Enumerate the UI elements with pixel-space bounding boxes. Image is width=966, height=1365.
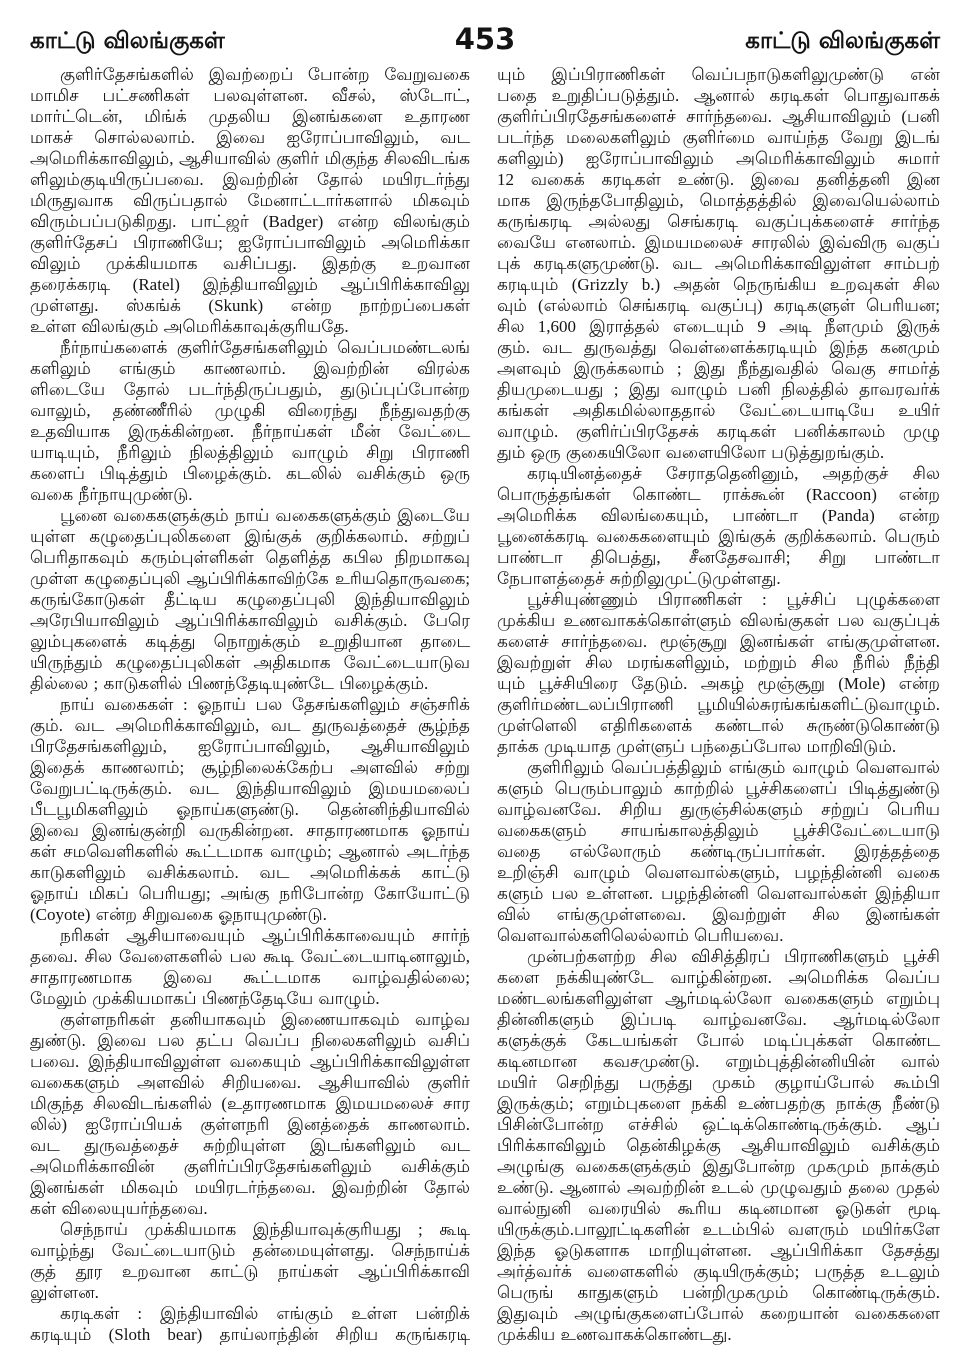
text-line: யும் பூச்சியிரை தேடும். அகழ் மூஞ்சூறு (Mole) என்ற [497, 674, 940, 693]
text-line: களைச் சார்ந்தவை. மூஞ்சூறு இனங்கள் எங்குமுள்ளன. [497, 632, 940, 651]
paragraph [497, 589, 940, 757]
text-line: செந்நாய் முக்கியமாக இந்தியாவுக்குரியது ; கூடி [60, 1220, 470, 1239]
text-line: இனங்கள் மிகவும் மயிரடர்ந்தவை. இவற்றின் தோல் [30, 1178, 470, 1197]
text-line: முன்பற்களற்ற சில விசித்திரப் பிராணிகளும் பூச்சி [527, 947, 940, 966]
text-line: மார்ட்டென், மிங்க் முதலிய இனங்களை உதாரண [30, 107, 470, 126]
text-line: யும் இப்பிராணிகள் வெப்பநாடுகளிலுமுண்டு என் [497, 65, 940, 84]
text-line: விரும்பப்படுகிறது. பாட்ஜர் (Badger) என்ற விலங்கும் [30, 212, 470, 231]
text-line: மாகச் சொல்லலாம். இவை ஐரோப்பாவிலும், வட [30, 128, 470, 147]
text-line: உறிஞ்சி வாழும் வௌவால்களும், பழந்தின்னி வகை [497, 863, 940, 882]
text-line: லுள்ளன. [30, 1283, 99, 1302]
text-line: குளிர்மண்டலப்பிராணி பூமியில்சுரங்கங்களிட்டுவாழும். [497, 695, 940, 714]
text-line: பிரிக்காவிலும் தென்கிழக்கு ஆசியாவிலும் வசிக்கும் [497, 1136, 940, 1155]
text-line: குளிர்தேசங்களில் இவற்றைப் போன்ற வேறுவகை [60, 65, 470, 84]
text-line: யிருந்தும் கழுதைப்புலிகள் அதிகமாக வேட்டையாடுவ [30, 653, 470, 672]
text-line: மண்டலங்களிலுள்ள ஆர்மடில்லோ வகைகளும் எறும்பு [497, 989, 940, 1008]
text-column-right [497, 64, 940, 1349]
text-line: இவை இனங்குன்றி வருகின்றன. சாதாரணமாக ஓநாய் [30, 821, 470, 840]
text-line: புக் கரடிகளுமுண்டு. வட அமெரிக்காவிலுள்ள சாம்பற் [497, 254, 940, 273]
text-line: முள்ளது. ஸ்கங்க் (Skunk) என்ற நாற்றப்பைகள் [30, 296, 470, 315]
text-line: அமெரிக்க விலங்கையும், பாண்டா (Panda) என்ற [497, 506, 940, 525]
text-line: முள்ள கழுதைப்புலி ஆப்பிரிக்காவிற்கே உரியதொருவகை; [30, 569, 470, 588]
text-line: கரடியினத்தைச் சேராததெனினும், அதற்குச் சில [527, 464, 940, 483]
text-line: அரேபியாவிலும் ஆப்பிரிக்காவிலும் வசிக்கும். பேரெ [30, 611, 470, 630]
paragraph [30, 925, 470, 1009]
text-line: நாய் வகைகள் : ஓநாய் பல தேசங்களிலும் சஞ்சரிக் [60, 695, 470, 714]
text-line: பதை உறுதிப்படுத்தும். ஆனால் கரடிகள் பொதுவாகக் [497, 86, 940, 105]
paragraph [497, 64, 940, 463]
text-line: (Coyote) என்ற சிறுவகை ஓநாயுமுண்டு. [30, 905, 327, 924]
text-line: வில் எங்குமுள்ளவை. இவற்றுள் சில இனங்கள் [497, 905, 940, 924]
paragraph [30, 337, 470, 505]
text-line: தாக்க முடியாத முள்ளுப் பந்தைப்போல மாறிவிடும். [497, 737, 897, 756]
paragraph [497, 463, 940, 589]
text-line: களும் பெரும்பாலும் காற்றில் பூச்சிகளைப் பிடித்துண்டு [497, 779, 940, 798]
text-column-left [30, 64, 470, 1349]
text-line: அமெரிக்காவிலும், ஆசியாவில் குளிர் மிகுந்த சிலவிடங்க [30, 149, 470, 168]
text-line: 12 வகைக் கரடிகள் உண்டு. இவை தனித்தனி இன [497, 170, 940, 189]
text-line: வையே எனலாம். இமயமலைச் சாரலில் இவ்விரு வகுப் [497, 233, 940, 252]
text-line: பூனைக்கரடி வகைகளையும் இங்குக் குறிக்கலாம். பெரும் [497, 527, 940, 546]
page-header [30, 22, 940, 62]
text-line: விலும் முக்கியமாக வசிப்பது. இதற்கு உறவான [30, 254, 470, 273]
text-line: அளவும் இருக்கலாம் ; இது நீந்துவதில் வெகு சாமர்த் [497, 359, 940, 378]
text-line: கரடியும் (Sloth bear) தாய்லாந்தின் சிறிய கருங்கரடி [30, 1325, 470, 1344]
text-line: மாமிச பட்சணிகள் பலவுள்ளன. வீசல், ஸ்டோட், [30, 86, 470, 105]
text-line: வாழ்ந்து வேட்டையாடும் தன்மையுள்ளது. செந்நாய்க் [30, 1241, 470, 1260]
running-title-right: காட்டு விலங்குகள் [745, 28, 940, 54]
text-line: தும் ஒரு குகையிலோ வளையிலோ படுத்துறங்கும். [497, 443, 885, 462]
text-line: கள் சமவெளிகளில் கூட்டமாக வாழும்; ஆனால் அடர்ந்த [30, 842, 470, 861]
text-line: மேலும் முக்கியமாகப் பிணந்தேடியே வாழும். [30, 989, 380, 1008]
text-line: களிலும்) ஐரோப்பாவிலும் அமெரிக்காவிலும் சுமார் [497, 149, 940, 168]
running-title-left: காட்டு விலங்குகள் [30, 28, 225, 54]
text-line: உண்டு. ஆனால் அவற்றின் உடல் முழுவதும் தலை முதல் [497, 1178, 940, 1197]
text-line: கும். வட துருவத்து வெள்ளைக்கரடியும் இந்த கனமும் [497, 338, 940, 357]
text-line: வௌவால்களிலெல்லாம் பெரியவை. [497, 926, 784, 945]
text-line: லில்) ஐரோப்பியக் குள்ளநரி இனத்தைக் காணலாம். [30, 1115, 470, 1134]
text-line: கருங்கோடுகள் தீட்டிய கழுதைப்புலி இந்தியாவிலும் [30, 590, 470, 609]
text-line: கரடிகள் : இந்தியாவில் எங்கும் உள்ள பன்றிக் [60, 1304, 470, 1323]
text-line: பிரதேசங்களிலும், ஐரோப்பாவிலும், ஆசியாவிலும் [30, 737, 470, 756]
text-line: பெருங் காதுகளும் பன்றிமுகமும் கொண்டிருக்கும். [497, 1283, 940, 1302]
text-line: முள்ளெலி எதிரிகளைக் கண்டால் சுருண்டுகொண்டு [497, 716, 940, 735]
text-line: வால்நுனி வரையில் கூரிய கடினமான ஓடுகள் மூடி [497, 1199, 940, 1218]
text-line: களைப் பிடித்தும் பிழைக்கும். கடலில் வசிக்கும் ஒரு [30, 464, 470, 483]
text-line: வாழ்வனவே. சிறிய துருஞ்சில்களும் சற்றுப் பெரிய [497, 800, 940, 819]
text-line: பாண்டா திபெத்து, சீனதேசவாசி; சிறு பாண்டா [497, 548, 940, 567]
text-line: இதைக் காணலாம்; சூழ்நிலைக்கேற்ப அளவில் சற்று [30, 758, 470, 777]
paragraph [30, 505, 470, 694]
text-line: ளிடையே தோல் படர்ந்திருப்பதும், துடுப்புப்போன்ற [30, 380, 470, 399]
text-line: குளிர்தேசப் பிராணியே; ஐரோப்பாவிலும் அமெரிக்கா [30, 233, 470, 252]
text-line: மயிர் செறிந்து பருத்து முகம் குழாய்போல் கூம்பி [497, 1073, 940, 1092]
text-line: வகைகளும் சாயங்காலத்திலும் பூச்சிவேட்டையாடு [497, 821, 940, 840]
text-line: முக்கிய உணவாகக்கொள்ளும் விலங்குகள் பல வகுப்புக் [497, 611, 940, 630]
text-line: மிருதுவாக விருப்பதால் மேனாட்டார்களால் மிகவும் [30, 191, 470, 210]
text-line: தவை. சில வேளைகளில் பல கூடி வேட்டையாடினாலும், [30, 947, 470, 966]
text-line: வகை நீர்நாயுமுண்டு. [30, 485, 193, 504]
paragraph [30, 1303, 470, 1345]
text-line: களிலும் எங்கும் காணலாம். இவற்றின் விரல்க [30, 359, 470, 378]
text-line: நரிகள் ஆசியாவையும் ஆப்பிரிக்காவையும் சார்ந் [60, 926, 470, 945]
text-line: கரடியும் (Grizzly b.) அதன் நெருங்கிய உறவுகள் சில [497, 275, 940, 294]
text-line: அர்த்வர்க் வளைகளில் குடியிருக்கும்; பருத்த உடலும் [497, 1262, 940, 1281]
text-line: தரைக்கரடி (Ratel) இந்தியாவிலும் ஆப்பிரிக்காவிலு [30, 275, 470, 294]
text-line: இருக்கும்; எறும்புகளை நக்கி உண்பதற்கு நாக்கு நீண்டு [497, 1094, 940, 1113]
text-line: பீடபூமிகளிலும் ஓநாய்களுண்டு. தென்னிந்தியாவில் [30, 800, 470, 819]
text-line: களும் பல உள்ளன. பழந்தின்னி வௌவால்கள் இந்தியா [497, 884, 940, 903]
text-line: யிருக்கும்.பாலூட்டிகளின் உடம்பில் வளரும் மயிர்களே [497, 1220, 940, 1239]
text-line: கருங்கரடி அல்லது செங்கரடி வகுப்புக்களைச் சார்ந்த [497, 212, 940, 231]
text-line: பூச்சியுண்ணும் பிராணிகள் : பூச்சிப் புழுக்களை [527, 590, 940, 609]
text-line: படர்ந்த மலைகளிலும் குளிர்மை வாய்ந்த வேறு இடங் [497, 128, 940, 147]
text-line: வேறுபட்டிருக்கும். வட இந்தியாவிலும் இமயமலைப் [30, 779, 470, 798]
text-line: உள்ள விலங்கும் அமெரிக்காவுக்குரியதே. [30, 317, 349, 336]
text-line: தில்லை ; காடுகளில் பிணந்தேடியுண்டே பிழைக்கும். [30, 674, 429, 693]
text-line: ளிலும்குடியிருப்பவை. இவற்றின் தோல் மயிரடர்ந்து [30, 170, 470, 189]
text-line: பூனை வகைகளுக்கும் நாய் வகைகளுக்கும் இடையே [60, 506, 470, 525]
text-line: குளிரிலும் வெப்பத்திலும் எங்கும் வாழும் வௌவால் [527, 758, 940, 777]
text-line: சில 1,600 இராத்தல் எடையும் 9 அடி நீளமும் இருக் [497, 317, 940, 336]
text-line: தின்னிகளும் இப்படி வாழ்வனவே. ஆர்மடில்லோ [497, 1010, 940, 1029]
text-line: வட துருவத்தைச் சுற்றியுள்ள இடங்களிலும் வட [30, 1136, 470, 1155]
text-line: குத் தூர உறவான காட்டு நாய்கள் ஆப்பிரிக்காவி [30, 1262, 470, 1281]
text-line: பொருத்தங்கள் கொண்ட ராக்கூன் (Raccoon) என்ற [497, 485, 940, 504]
text-line: லும்புகளைக் கடித்து நொறுக்கும் உறுதியான தாடை [30, 632, 470, 651]
paragraph [497, 757, 940, 946]
paragraph [30, 694, 470, 925]
text-line: யாடியும், நீரிலும் நிலத்திலும் வாழும் சிறு பிராணி [30, 443, 470, 462]
text-line: முக்கிய உணவாகக்கொண்டது. [497, 1325, 732, 1344]
text-line: மாக இருந்தபோதிலும், மொத்தத்தில் இவையெல்லாம் [497, 191, 940, 210]
text-line: இந்த ஓடுகளாக மாறியுள்ளன. ஆப்பிரிக்கா தேசத்து [497, 1241, 940, 1260]
text-line: கும். வட அமெரிக்காவிலும், வட துருவத்தைச் சூழ்ந்த [30, 716, 470, 735]
paragraph [30, 1009, 470, 1219]
text-line: கங்கள் அதிகமில்லாததால் வேட்டையாடியே உயிர் [497, 401, 940, 420]
text-line: வும் (எல்லாம் செங்கரடி வகுப்பு) கரடிகளுள் பெரியன; [497, 296, 940, 315]
text-line: துண்டு. இவை பல தட்ப வெப்ப நிலைகளிலும் வசிப் [30, 1031, 470, 1050]
text-line: அமெரிக்காவின் குளிர்ப்பிரதேசங்களிலும் வசிக்கும் [30, 1157, 470, 1176]
text-line: கடினமான கவசமுண்டு. எறும்புத்தின்னியின் வால் [497, 1052, 940, 1071]
text-line: வதை எல்லோரும் கண்டிருப்பார்கள். இரத்தத்தை [497, 842, 940, 861]
text-line: வகைகளும் அளவில் சிறியவை. ஆசியாவில் குளிர் [30, 1073, 470, 1092]
text-line: நேபாளத்தைச் சுற்றிலுமுட்டுமுள்ளது. [497, 569, 781, 588]
text-line: களை நக்கியுண்டே வாழ்கின்றன. அமெரிக்க வெப்ப [497, 968, 940, 987]
text-line: உதவியாக இருக்கின்றன. நீர்நாய்கள் மீன் வேட்டை [30, 422, 470, 441]
text-line: இதுவும் அழுங்குகளைப்போல் கறையான் வகைகளை [497, 1304, 940, 1323]
text-line: இவற்றுள் சில மரங்களிலும், மற்றும் சில நீரில் நீந்தி [497, 653, 940, 672]
text-line: பெரிதாகவும் கரும்புள்ளிகள் தெளித்த கபில நிறமாகவு [30, 548, 470, 567]
text-line: நீர்நாய்களைக் குளிர்தேசங்களிலும் வெப்பமண்டலங் [60, 338, 470, 357]
text-line: காடுகளிலும் வசிக்கலாம். வட அமெரிக்கக் காட்டு [30, 863, 470, 882]
text-line: பவை. இந்தியாவிலுள்ள வகையும் ஆப்பிரிக்காவிலுள்ள [30, 1052, 470, 1071]
text-line: வாலும், தண்ணீரில் முழுகி விரைந்து நீந்துவதற்கு [30, 401, 470, 420]
text-line: குள்ளநரிகள் தனியாகவும் இணையாகவும் வாழ்வ [60, 1010, 470, 1029]
text-line: கள் விலையுயர்ந்தவை. [30, 1199, 208, 1218]
paragraph [30, 1219, 470, 1303]
paragraph [30, 64, 470, 337]
text-line: குளிர்ப்பிரதேசங்களைச் சார்ந்தவை. ஆசியாவிலும் (பனி [497, 107, 940, 126]
text-line: அழுங்கு வகைகளுக்கும் இதுபோன்ற முகமும் நாக்கும் [497, 1157, 940, 1176]
text-line: வாழும். குளிர்ப்பிரதேசக் கரடிகள் பனிக்காலம் முழு [497, 422, 940, 441]
text-line: சாதாரணமாக இவை கூட்டமாக வாழ்வதில்லை; [30, 968, 470, 987]
text-line: ஓநாய் மிகப் பெரியது; அங்கு நரிபோன்ற கோயோட்டு [30, 884, 470, 903]
text-line: யுள்ள கழுதைப்புலிகளை இங்குக் குறிக்கலாம். சற்றுப் [30, 527, 470, 546]
text-line: தியமுடையது ; இது வாழும் பனி நிலத்தில் தாவரவர்க் [497, 380, 940, 399]
text-line: களுக்குக் கேடயங்கள் போல் மடிப்புக்கள் கொண்ட [497, 1031, 940, 1050]
page-number: 453 [454, 22, 516, 56]
text-line: மிகுந்த சிலவிடங்களில் (உதாரணமாக இமயமலைச் சார [30, 1094, 470, 1113]
paragraph [497, 946, 940, 1345]
text-line: பிசின்போன்ற எச்சில் ஒட்டிக்கொண்டிருக்கும். ஆப் [497, 1115, 940, 1134]
